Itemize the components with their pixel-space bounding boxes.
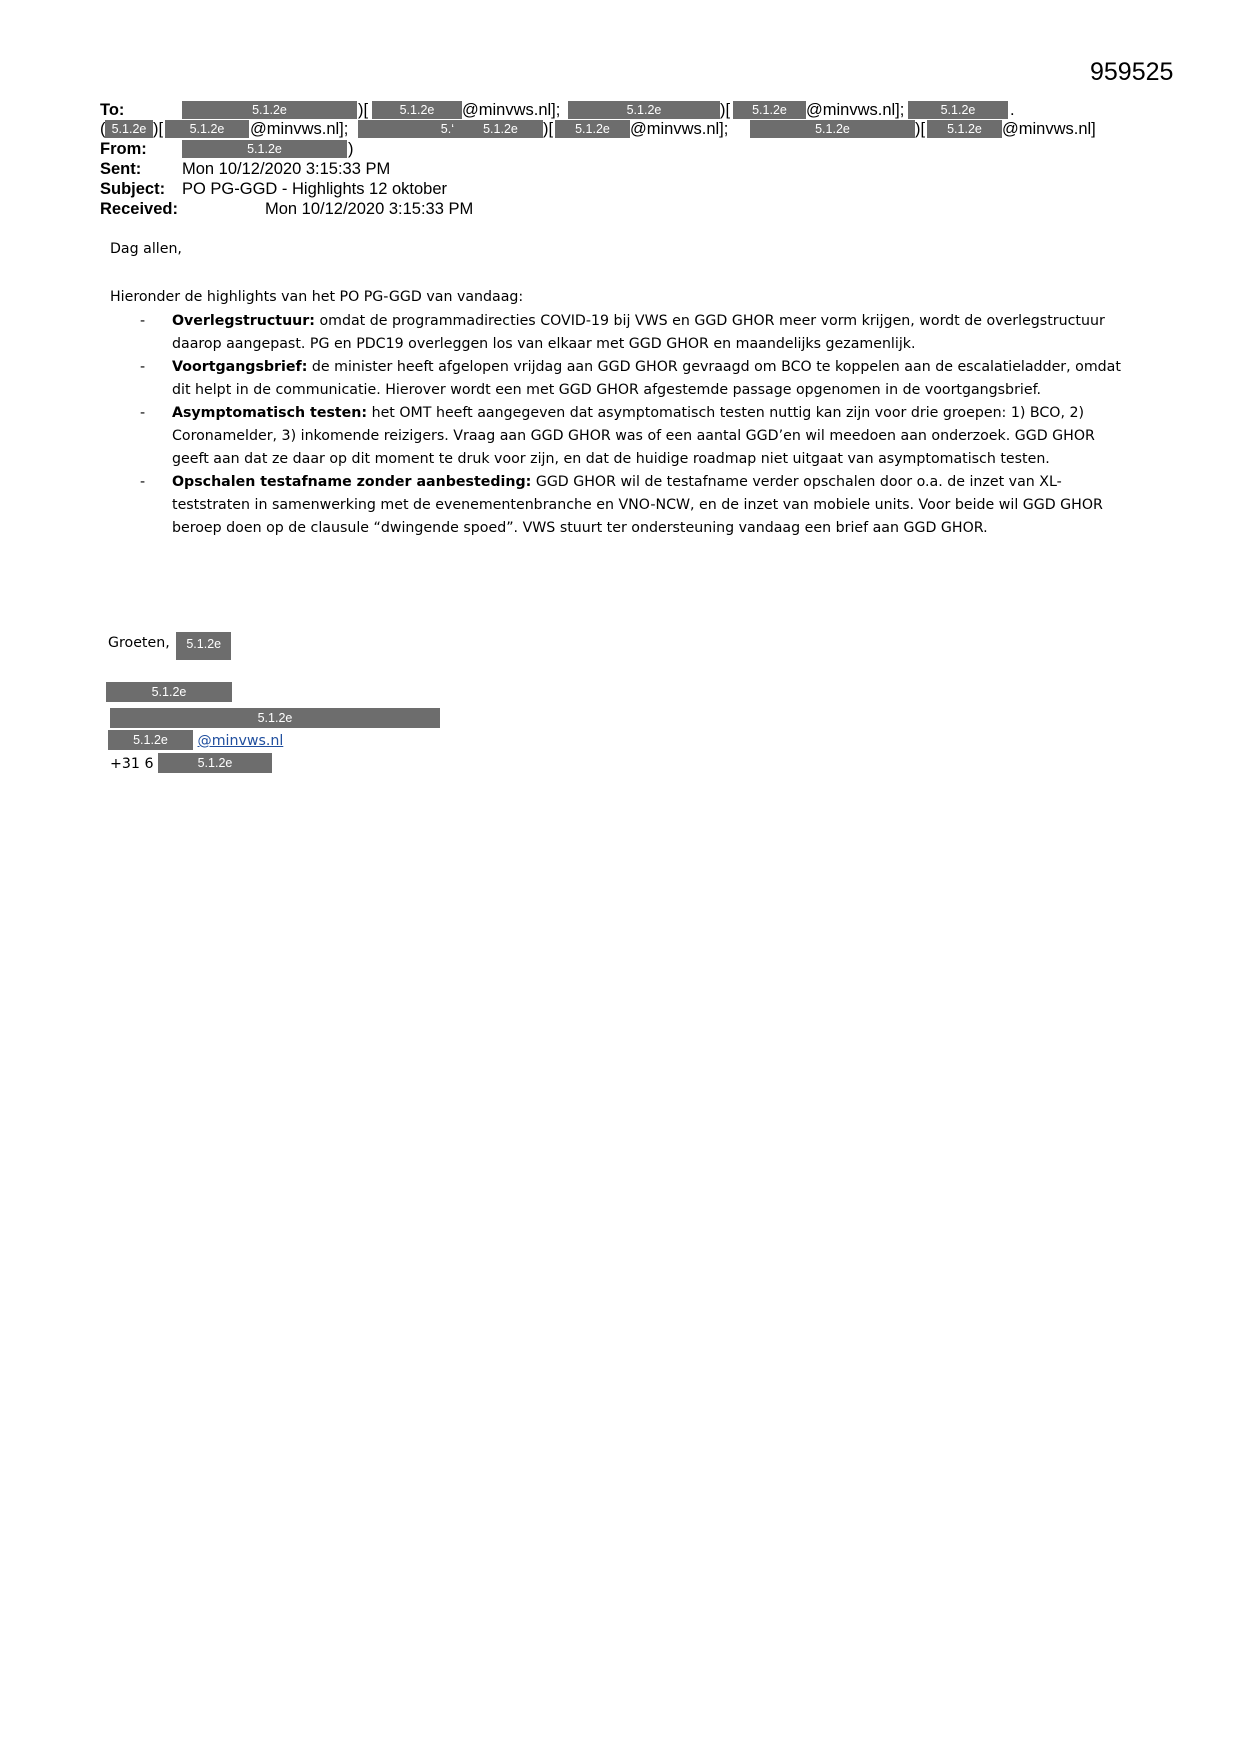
bracket-sep: )[ — [720, 101, 731, 119]
list-item — [110, 310, 1130, 356]
email-link[interactable]: @minvws.nl — [197, 733, 284, 749]
redaction: 5.1.2e — [106, 682, 232, 702]
email-domain-end: @minvws.nl] — [1002, 120, 1096, 138]
list-item — [110, 356, 1130, 402]
document-id: 959525 — [1090, 58, 1174, 86]
redaction: 5.1.2e — [372, 101, 462, 119]
bullet-text: omdat de programmadirecties COVID-19 bij VWS en GGD GHOR meer vorm krijgen, wordt de overlegstructuur daarop aangepast. PG en PDC19 overleggen los van elkaar met GGD GHOR en maandelijks gezamenlijk. — [172, 313, 1105, 352]
email-domain: @minvws.nl]; — [806, 101, 905, 119]
signature-title — [110, 708, 440, 730]
bullet-dash: - — [140, 313, 146, 329]
received-value: Mon 10/12/2020 3:15:33 PM — [265, 200, 474, 218]
bracket-sep: )[ — [358, 101, 369, 119]
redaction: 5.1.2e — [108, 730, 193, 750]
bullet-dash: - — [140, 474, 146, 490]
bracket-sep: )[ — [915, 120, 926, 138]
redaction: 5.1.2e — [908, 101, 1008, 119]
subject-label: Subject: — [100, 180, 166, 198]
bullet-dash: - — [140, 405, 146, 421]
subject-value: PO PG-GGD - Highlights 12 oktober — [182, 180, 448, 198]
redaction: 5.1.2e — [750, 120, 915, 138]
sent-value: Mon 10/12/2020 3:15:33 PM — [182, 160, 391, 178]
redaction-partial: 5.‘ — [358, 120, 458, 138]
intro: Hieronder de highlights van het PO PG-GGD van vandaag: — [110, 289, 524, 305]
bracket-sep: )[ — [543, 120, 554, 138]
signature-email — [108, 730, 283, 752]
redaction: 5.1.2e — [182, 101, 357, 119]
redaction: 5.1.2e — [927, 120, 1002, 138]
bullet-dash: - — [140, 359, 146, 375]
bullet-title: Voortgangsbrief: — [172, 359, 308, 375]
phone-prefix: +31 6 — [110, 756, 154, 772]
list-item — [110, 402, 1130, 471]
redaction: 5.1.2e — [733, 101, 806, 119]
to-line-1 — [100, 100, 1160, 120]
signature-phone — [110, 753, 272, 775]
greeting: Dag allen, — [110, 241, 182, 257]
bracket-open: ( — [100, 120, 106, 138]
bullet-title: Opschalen testafname zonder aanbesteding: — [172, 474, 532, 490]
subject-line — [100, 179, 1160, 199]
bullet-title: Asymptomatisch testen: — [172, 405, 368, 421]
redaction: 5.1.2e — [458, 120, 543, 138]
redaction: 5.1.2e — [568, 101, 720, 119]
bracket-close: ) — [348, 140, 354, 158]
received-label: Received: — [100, 200, 178, 218]
sent-line — [100, 159, 1160, 179]
from-label: From: — [100, 140, 147, 158]
redaction: 5.1.2e — [555, 120, 630, 138]
line-continuation: . — [1010, 101, 1015, 119]
redaction: 5.1.2e — [105, 120, 153, 138]
redaction: 5.1.2e — [176, 632, 231, 660]
bullet-text: het OMT heeft aangegeven dat asymptomatisch testen nuttig kan zijn voor drie groepen: 1) BCO, 2) Coronamelder, 3) inkomende reizigers. Vraag aan GGD GHOR was of een aantal GGD’en wil meedoen aan onderzoek. GGD GHOR geeft aan dat ze daar op dit moment te druk voor zijn, en dat de huidige roadmap niet uitgaat van asymptomatisch testen. — [172, 405, 1095, 467]
redaction: 5.1.2e — [165, 120, 249, 138]
highlights-list — [110, 310, 1130, 540]
email-domain: @minvws.nl]; — [250, 120, 349, 138]
to-label: To: — [100, 101, 125, 119]
sent-label: Sent: — [100, 160, 142, 178]
bracket-sep: )[ — [153, 120, 164, 138]
email-domain: @minvws.nl]; — [462, 101, 561, 119]
closing-line — [108, 632, 231, 660]
redaction: 5.1.2e — [110, 708, 440, 728]
bullet-text: GGD GHOR wil de testafname verder opschalen door o.a. de inzet van XL-teststraten in samenwerking met de evenementenbranche en VNO-NCW, en de inzet van mobiele units. Voor beide wil GGD GHOR beroep doen op de clausule “dwingende spoed”. VWS stuurt ter ondersteuning vandaag een brief aan GGD GHOR. — [172, 474, 1103, 536]
email-domain: @minvws.nl]; — [630, 120, 729, 138]
list-item — [110, 471, 1130, 540]
redaction: 5.1.2e — [158, 753, 272, 773]
bullet-title: Overlegstructuur: — [172, 313, 315, 329]
closing: Groeten, — [108, 635, 170, 651]
redaction: 5.1.2e — [182, 140, 347, 158]
received-line — [100, 199, 1160, 219]
signature-name — [106, 682, 232, 704]
from-line — [100, 139, 1160, 159]
bullet-text: de minister heeft afgelopen vrijdag aan GGD GHOR gevraagd om BCO te koppelen aan de escalatieladder, omdat dit helpt in de communicatie. Hierover wordt een met GGD GHOR afgestemde passage opgenomen in de voortgangsbrief. — [172, 359, 1121, 398]
